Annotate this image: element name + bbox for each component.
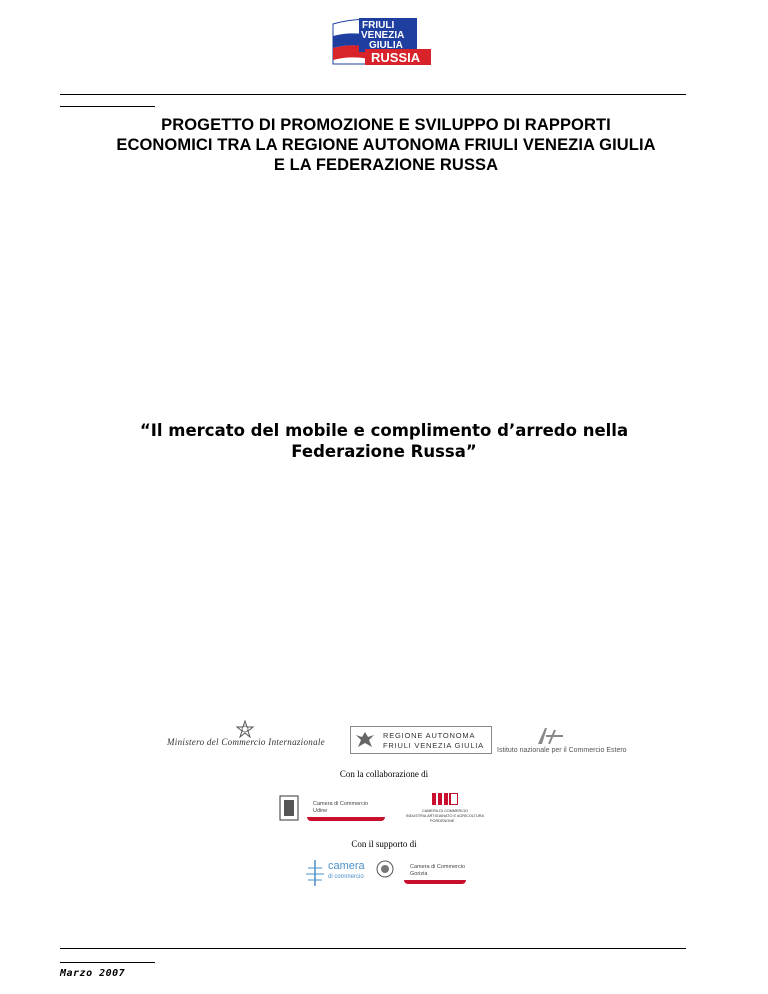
document-date: Marzo 2007: [60, 968, 126, 979]
trieste-chamber-logo: [304, 858, 374, 888]
trieste-mark-icon: [304, 860, 326, 886]
gorizia-line1: Camera di Commercio: [410, 864, 466, 870]
ministry-logo: [167, 722, 337, 752]
trieste-line2: di commercio: [328, 874, 364, 880]
header-rule-short: [60, 106, 155, 107]
project-title-line3: E LA FEDERAZIONE RUSSA: [273, 156, 499, 174]
project-title-line2: ECONOMICI TRA LA REGIONE AUTONOMA FRIULI VENEZIA GIULIA: [116, 136, 656, 154]
region-logo: [350, 726, 492, 754]
gorizia-seal-icon: [376, 860, 394, 878]
pordenone-mark-icon: [432, 793, 458, 805]
friuli-venezia-giulia-russia-logo: [331, 16, 433, 66]
udine-swoosh: [307, 817, 385, 821]
udine-chamber-logo: [279, 793, 389, 825]
ministry-name: Ministero del Commercio Internazionale: [167, 737, 325, 747]
pordenone-line1: CAMERA DI COMMERCIO: [422, 809, 468, 813]
trieste-line1: camera: [328, 860, 365, 872]
document-title-line2: Federazione Russa”: [291, 442, 477, 461]
pordenone-chamber-logo: [400, 793, 490, 825]
logo-text-line2: VENEZIA: [361, 30, 405, 41]
ice-name: Istituto nazionale per il Commercio Estero: [497, 747, 627, 754]
gorizia-swoosh: [404, 880, 466, 884]
udine-line2: Udine: [313, 808, 328, 814]
gorizia-chamber-logo: [376, 858, 468, 888]
logo-text-line1: FRIULI: [362, 20, 395, 31]
pordenone-line2: INDUSTRIA ARTIGIANATO E AGRICOLTURA: [406, 814, 484, 818]
document-title: [80, 420, 688, 462]
footer-rule: [60, 948, 686, 949]
support-caption: Con il supporto di: [351, 839, 417, 849]
gorizia-line2: Gorizia: [410, 871, 428, 877]
region-line1: REGIONE AUTONOMA: [383, 731, 476, 740]
ice-logo: [497, 726, 647, 756]
header-rule: [60, 94, 686, 95]
ice-mark-icon: [535, 726, 565, 746]
logo-text-line4: RUSSIA: [371, 50, 421, 65]
logo-text-line3: GIULIA: [369, 40, 403, 51]
project-title-line1: PROGETTO DI PROMOZIONE E SVILUPPO DI RAPPORTI: [161, 116, 611, 134]
eagle-icon: [354, 729, 376, 751]
collaboration-caption: Con la collaborazione di: [339, 769, 429, 779]
region-line2: FRIULI VENEZIA GIULIA: [383, 741, 484, 750]
document-title-line1: “Il mercato del mobile e complimento d’arredo nella: [139, 421, 629, 440]
project-title: [60, 115, 712, 175]
emblem-icon: [235, 720, 255, 738]
pordenone-line3: PORDENONE: [430, 819, 455, 823]
udine-line1: Camera di Commercio: [313, 801, 369, 807]
footer-rule-short: [60, 962, 155, 963]
udine-crest-icon: [279, 795, 299, 821]
